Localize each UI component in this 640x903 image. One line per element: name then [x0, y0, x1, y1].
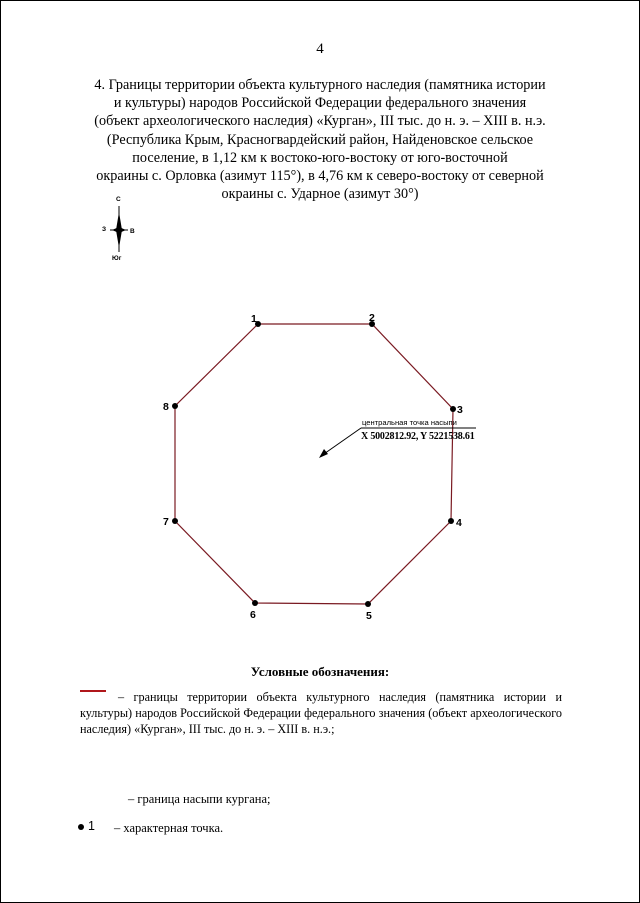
title-line: поселение, в 1,12 км к востоко-юго-востоку от юго-восточной	[132, 149, 508, 166]
boundary-point-marker	[450, 406, 456, 412]
legend-mound-text: – граница насыпи кургана;	[128, 792, 271, 806]
title-line: окраины с. Ударное (азимут 30°)	[221, 186, 419, 203]
legend-title: Условные обозначения:	[250, 664, 390, 679]
boundary-point-label: 3	[457, 404, 463, 416]
boundary-point-label: 5	[366, 610, 372, 622]
title-line: окраины с. Орловка (азимут 115°), в 4,76 км к северо-востоку от северной	[96, 168, 544, 185]
boundary-point-label: 7	[163, 516, 169, 528]
legend-point-text: – характерная точка.	[114, 821, 224, 835]
title-line: (Республика Крым, Красногвардейский район, Найденовское сельское	[106, 131, 534, 148]
boundary-point-marker	[172, 403, 178, 409]
boundary-point-label: 6	[250, 609, 256, 621]
boundary-point-marker	[448, 518, 454, 524]
legend-boundary-text	[80, 689, 562, 737]
center-point-label: центральная точка насыпи	[362, 418, 457, 427]
boundary-point-label: 1	[251, 313, 257, 325]
compass-south-label: Юг	[112, 255, 122, 262]
compass-east-label: В	[130, 228, 135, 235]
center-arrow-icon	[319, 449, 328, 458]
legend-point-number: 1	[88, 819, 95, 833]
boundary-polygon	[175, 324, 453, 604]
legend-boundary-description: – границы территории объекта культурного наследия (памятника истории и культуры) народов Российской Федерации федерального значения (объект археологического наследия) «Курган», III тыс. до н. э. – XIII в. н.э.;	[80, 690, 562, 736]
compass-north-label: С	[116, 196, 121, 203]
title-line: и культуры) народов Российской Федерации федерального значения	[113, 95, 527, 112]
boundary-point-marker	[252, 600, 258, 606]
boundary-point-label: 8	[163, 401, 169, 413]
boundary-point-marker	[172, 518, 178, 524]
boundary-point-marker	[365, 601, 371, 607]
boundary-point-label: 2	[369, 312, 375, 324]
boundary-point-label: 4	[456, 517, 462, 529]
title-line: 4. Границы территории объекта культурного наследия (памятника истории	[94, 77, 546, 93]
page-number: 4	[316, 41, 324, 57]
legend-point-marker-icon	[78, 824, 84, 830]
title-line: (объект археологического наследия) «Курган», III тыс. до н. э. – XIII в. н.э.	[94, 113, 546, 130]
center-point-coordinates: X 5002812.92, Y 5221538.61	[361, 431, 475, 442]
compass-west-label: З	[102, 226, 107, 233]
center-leader-line	[321, 428, 361, 456]
